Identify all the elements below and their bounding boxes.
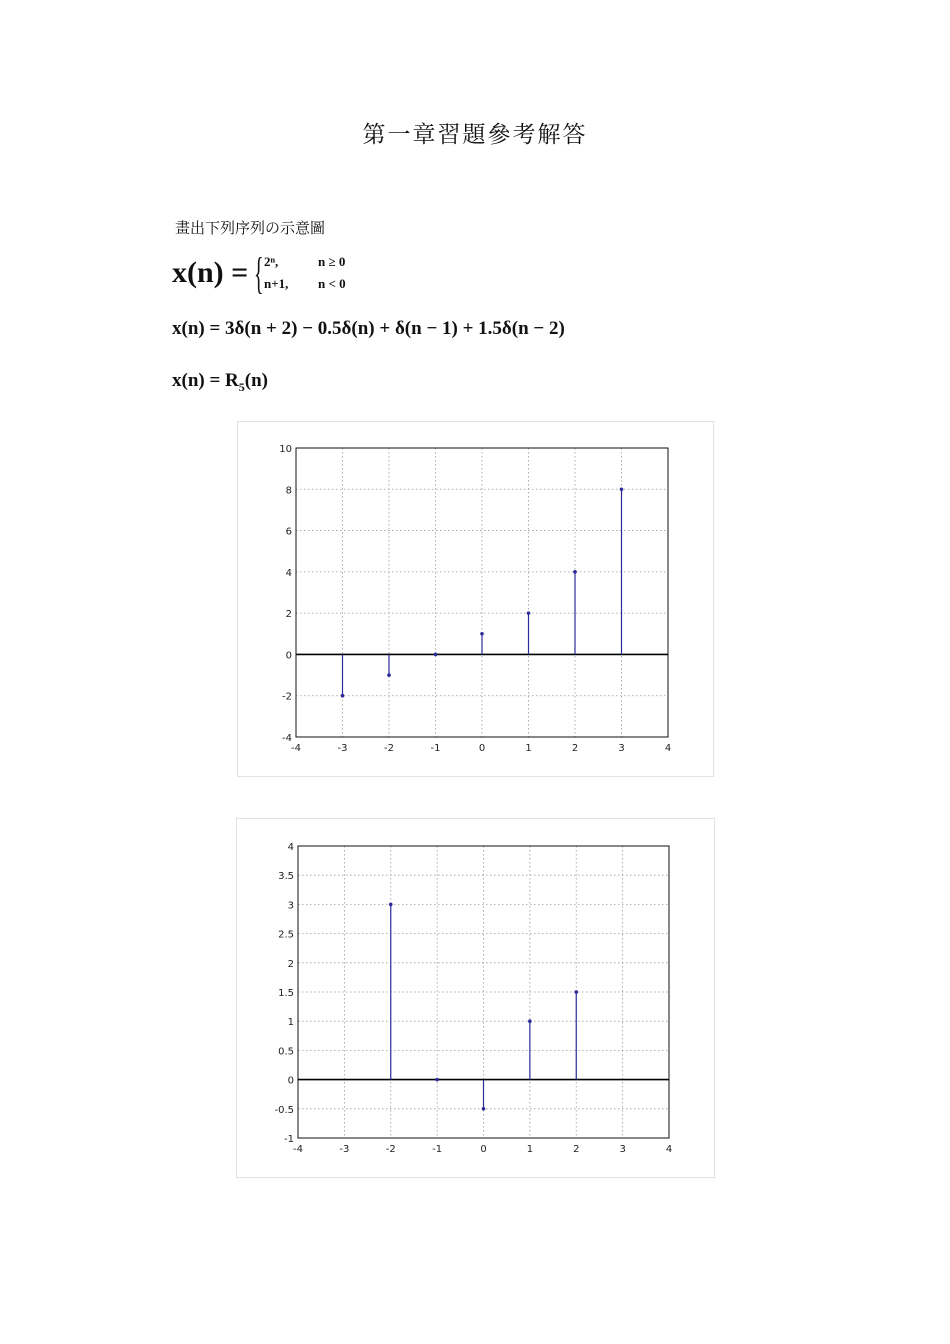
x-tick-label: -3: [339, 1144, 350, 1155]
x-tick-label: -1: [432, 1144, 443, 1155]
stem-marker: [573, 570, 577, 574]
y-tick-label: 3.5: [278, 871, 294, 883]
y-tick-label: 4: [285, 567, 292, 579]
y-tick-label: 1.5: [278, 988, 294, 999]
stem-plot-1-canvas: [237, 421, 714, 777]
stem-marker: [480, 632, 484, 636]
x-tick-label: -4: [291, 743, 301, 754]
equation-piecewise-lhs: x(n) =: [172, 256, 249, 289]
equation-rectangular-subscript: 5: [238, 379, 245, 394]
y-tick-label: -1: [284, 1134, 294, 1145]
piecewise-brace: {: [254, 249, 264, 298]
stem-marker: [528, 1019, 532, 1023]
x-tick-label: -1: [430, 743, 441, 754]
equation-impulse-sum: x(n) = 3δ(n + 2) − 0.5δ(n) + δ(n − 1) + 1.5δ(n − 2): [172, 318, 565, 339]
case2-expression: n+1,: [264, 276, 289, 291]
stem-plot-2: [236, 818, 715, 1178]
x-tick-label: 4: [664, 743, 672, 754]
y-tick-label: 10: [279, 444, 292, 455]
case1-condition: n ≥ 0: [318, 254, 346, 269]
stem-plot-2-canvas: [236, 818, 715, 1178]
stem-marker: [389, 903, 393, 907]
x-tick-label: 3: [619, 1144, 626, 1155]
y-tick-label: 0.5: [278, 1046, 294, 1058]
x-tick-label: 1: [525, 743, 532, 754]
x-tick-label: 4: [665, 1144, 673, 1155]
stem-marker: [482, 1107, 486, 1111]
equation-rectangular: [172, 370, 268, 395]
x-tick-label: -4: [293, 1144, 303, 1155]
x-tick-label: 2: [571, 743, 579, 754]
y-tick-label: 6: [285, 526, 292, 538]
stem-plot-1: [237, 421, 714, 777]
y-tick-label: 1: [287, 1017, 294, 1029]
y-tick-label: 0: [285, 650, 292, 662]
y-tick-label: 8: [285, 485, 292, 497]
x-tick-label: -2: [384, 743, 394, 754]
x-tick-label: 0: [478, 743, 486, 754]
y-tick-label: 2: [287, 958, 294, 970]
stem-marker: [527, 611, 531, 615]
equation-rectangular-lhs: x(n) = R: [172, 370, 239, 391]
section-instruction: 畫出下列序列の示意圖: [175, 219, 326, 237]
y-tick-label: -0.5: [274, 1104, 294, 1116]
x-tick-label: 1: [526, 1144, 534, 1155]
case2-condition: n < 0: [318, 276, 346, 291]
x-tick-label: 0: [480, 1144, 487, 1155]
y-tick-label: -4: [282, 733, 292, 744]
figure-frame: [237, 819, 715, 1178]
x-tick-label: 2: [573, 1144, 580, 1155]
stem-marker: [574, 990, 578, 994]
x-tick-label: 3: [618, 743, 625, 754]
y-tick-label: 2.5: [278, 929, 294, 941]
y-tick-label: 0: [287, 1075, 294, 1087]
stem-marker: [387, 673, 391, 677]
case1-expression: 2ⁿ,: [264, 254, 279, 269]
page-title: 第一章習題參考解答: [362, 122, 588, 148]
figure-frame: [238, 422, 714, 777]
stem-marker: [620, 487, 624, 491]
y-tick-label: 2: [285, 609, 292, 621]
stem-marker: [435, 1078, 439, 1082]
y-tick-label: 4: [287, 842, 294, 853]
y-tick-label: -2: [282, 691, 292, 703]
equation-rectangular-rhs: (n): [244, 370, 269, 391]
x-tick-label: -2: [385, 1144, 396, 1155]
y-tick-label: 3: [287, 900, 294, 912]
stem-marker: [341, 694, 345, 698]
stem-marker: [434, 653, 438, 657]
x-tick-label: -3: [337, 743, 348, 754]
